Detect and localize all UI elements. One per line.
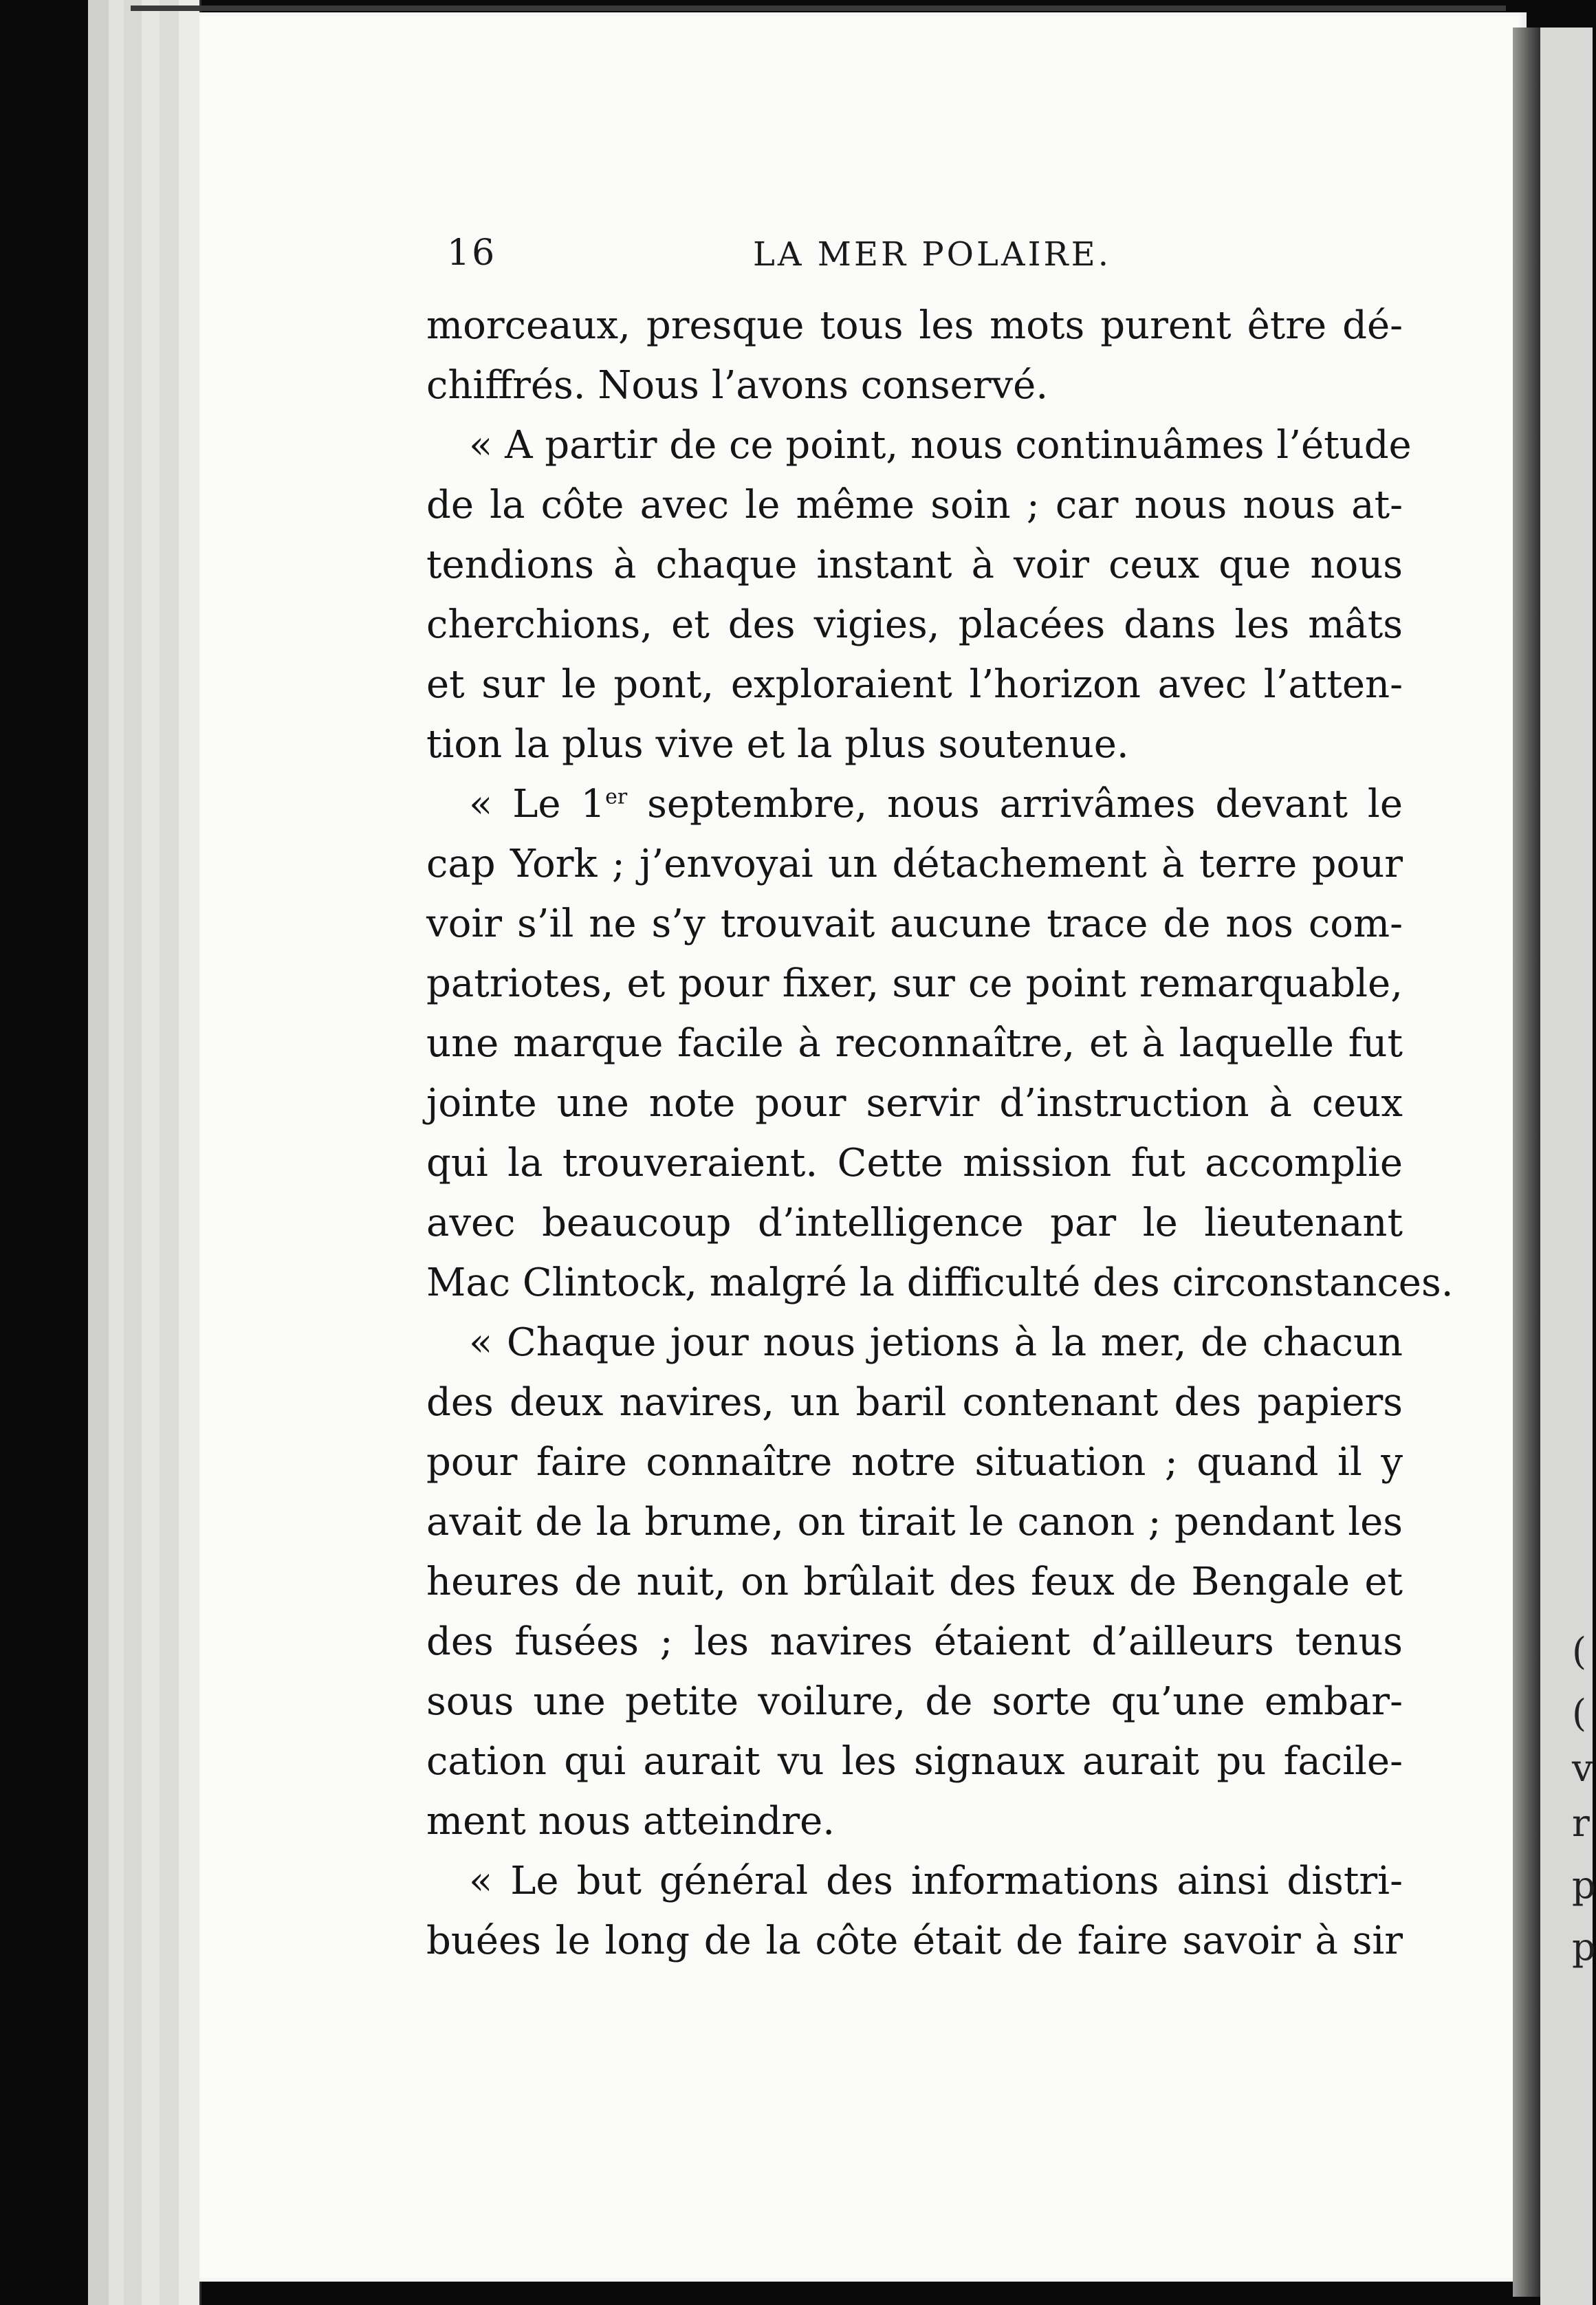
next-page-fragment: ( [1572, 1630, 1587, 1673]
ordinal-superscript: er [605, 785, 628, 809]
body-text [426, 296, 1454, 1971]
text-line: tendions à chaque instant à voir ceux que nous [426, 543, 1403, 587]
text-line: cap York ; j’envoyai un détachement à terre pour [426, 842, 1403, 886]
text-line: et sur le pont, exploraient l’horizon avec l’atten- [426, 662, 1403, 707]
text-line: sous une petite voilure, de sorte qu’une embar- [426, 1679, 1403, 1724]
text-line: voir s’il ne s’y trouvait aucune trace de nos com- [426, 902, 1403, 946]
text-line: « Chaque jour nous jetions à la mer, de chacun [469, 1320, 1403, 1365]
line-rest: septembre, nous arrivâmes devant le [647, 782, 1403, 827]
page-edge [160, 0, 181, 2305]
line-prefix: « Le 1 [469, 782, 606, 827]
text-line: « Le but général des informations ainsi distri- [469, 1859, 1403, 1903]
text-line: de la côte avec le même soin ; car nous nous at- [426, 483, 1403, 527]
text-line: morceaux, presque tous les mots purent être dé- [426, 303, 1403, 348]
text-line: avait de la brume, on tirait le canon ; pendant les [426, 1500, 1403, 1544]
text-line: patriotes, et pour fixer, sur ce point remarquable, [426, 961, 1403, 1006]
text-line: heures de nuit, on brûlait des feux de Bengale et [426, 1560, 1403, 1604]
text-line: qui la trouveraient. Cette mission fut accomplie [426, 1141, 1403, 1186]
text-line: « A partir de ce point, nous continuâmes l’étude [469, 423, 1412, 468]
text-line: cherchions, et des vigies, placées dans les mâts [426, 602, 1403, 647]
text-line: jointe une note pour servir d’instruction à ceux [426, 1081, 1403, 1126]
running-title: LA MER POLAIRE. [753, 235, 1111, 274]
text-line: avec beaucoup d’intelligence par le lieutenant [426, 1201, 1403, 1245]
text-line: Mac Clintock, malgré la difficulté des circonstances. [426, 1260, 1454, 1305]
text-line: une marque facile à reconnaître, et à laquelle fut [426, 1021, 1403, 1066]
page-number: 16 [447, 232, 497, 274]
next-page-fragment: v [1572, 1747, 1593, 1790]
next-page-edge [1540, 28, 1596, 2305]
top-edge-shadow [131, 6, 1506, 11]
next-page-fragment: p [1572, 1925, 1596, 1969]
text-line: tion la plus vive et la plus soutenue. [426, 722, 1129, 767]
text-line: cation qui aurait vu les signaux aurait pu facile- [426, 1739, 1403, 1784]
text-line [426, 774, 1403, 834]
page-edge [124, 0, 144, 2305]
next-page-fragment: p [1572, 1864, 1596, 1907]
text-line: chiffrés. Nous l’avons conservé. [426, 363, 1049, 408]
next-page-fragment: ( [1572, 1692, 1587, 1735]
text-line: des deux navires, un baril contenant des papiers [426, 1380, 1403, 1425]
text-line: des fusées ; les navires étaient d’ailleurs tenus [426, 1619, 1403, 1664]
page-edge [88, 0, 111, 2305]
page-edge [179, 0, 201, 2305]
text-line: ment nous atteindre. [426, 1799, 835, 1844]
text-line: buées le long de la côte était de faire savoir à sir [426, 1919, 1403, 1963]
book-gutter [1513, 28, 1540, 2297]
page-edge [142, 0, 162, 2305]
text-line: pour faire connaître notre situation ; quand il y [426, 1440, 1403, 1485]
next-page-fragment: r [1572, 1802, 1590, 1845]
